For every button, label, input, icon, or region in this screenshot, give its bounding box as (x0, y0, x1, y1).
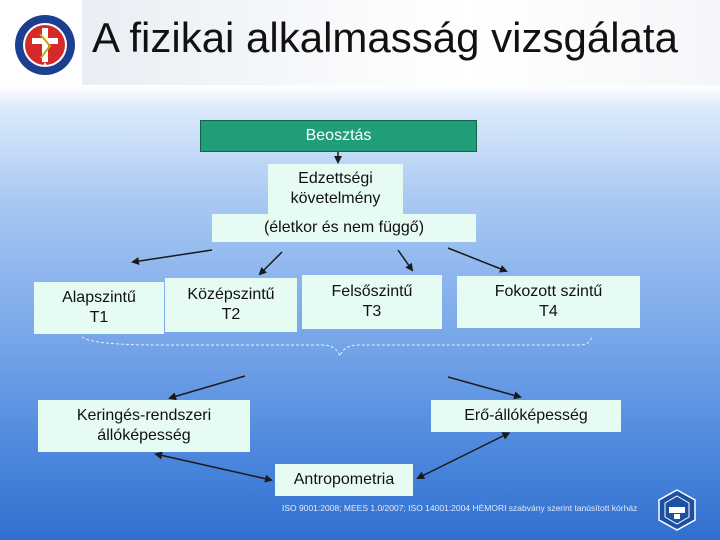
keringes-line1: Keringés-rendszeri (76, 407, 212, 424)
arrow-to-t2 (260, 252, 282, 274)
edzettseg-box (268, 164, 403, 214)
antropometria-box (275, 464, 413, 496)
keringes-line2: állóképesség (97, 427, 191, 444)
arrow-to-keringes (170, 376, 245, 398)
keringes-box (38, 400, 250, 452)
beosztas-box (200, 120, 477, 152)
level-t1-line1: Alapszintű (62, 289, 136, 306)
antropometria-label: Antropometria (293, 471, 395, 488)
level-t2-line1: Középszintű (187, 286, 275, 303)
edzettseg-line2: követelmény (290, 190, 381, 207)
edzettseg-line1: Edzettségi (298, 170, 373, 187)
arrow-to-t1 (133, 250, 212, 262)
ero-box (431, 400, 621, 432)
level-box-t4 (457, 276, 640, 328)
level-t4-line1: Fokozott szintű (494, 283, 603, 300)
level-t3-line1: Felsőszintű (331, 283, 413, 300)
arrow-to-t3 (398, 250, 412, 270)
level-t3-line2: T3 (362, 303, 382, 320)
eletkor-box (212, 214, 476, 242)
level-box-t1 (34, 282, 164, 334)
level-box-t3 (302, 275, 442, 329)
arrow-to-ero (448, 377, 520, 397)
arrow-to-t4 (448, 248, 506, 271)
eletkor-label: (életkor és nem függő) (263, 219, 425, 236)
beosztas-label: Beosztás (305, 127, 372, 144)
level-t4-line2: T4 (539, 303, 558, 320)
arrow-ero-antropometria (418, 435, 505, 478)
level-box-t2 (165, 278, 297, 332)
page-title: A fizikai alkalmasság vizsgálata (92, 14, 678, 61)
certification-text: ISO 9001:2008; MEES 1.0/2007; ISO 14001:2004 HÉMORI szabvány szerint tanúsított kórház (282, 503, 638, 513)
level-t1-line2: T1 (89, 309, 109, 326)
level-t2-line2: T2 (221, 306, 241, 323)
level-brace (82, 336, 592, 356)
tuv-certification-icon (655, 488, 699, 532)
arrow-keringes-antropometria (160, 455, 271, 480)
ero-label: Erő-állóképesség (464, 407, 588, 424)
